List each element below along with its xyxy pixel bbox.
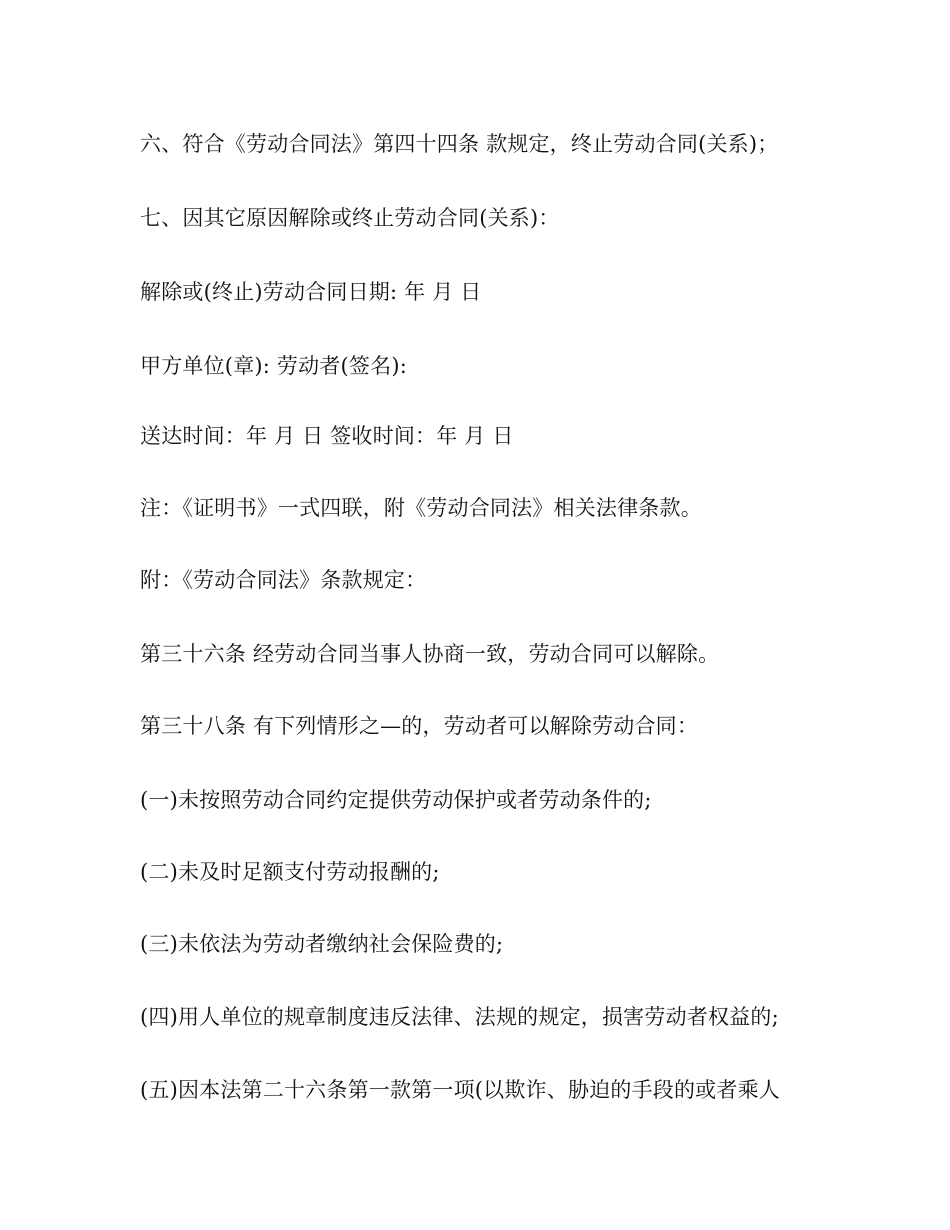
- article-38-line: 第三十八条 有下列情形之—的，劳动者可以解除劳动合同：: [140, 714, 699, 738]
- article-38-item-1: (一)未按照劳动合同约定提供劳动保护或者劳动条件的;: [140, 788, 652, 812]
- signature-line: 甲方单位(章): 劳动者(签名):: [140, 354, 407, 378]
- clause-seven-line: 七、因其它原因解除或终止劳动合同(关系)：: [140, 206, 560, 230]
- delivery-time-line: 送达时间：年 月 日 签收时间：年 月 日: [140, 424, 514, 448]
- note-line: 注：《证明书》一式四联，附《劳动合同法》相关法律条款。: [140, 496, 702, 520]
- appendix-heading: 附：《劳动合同法》条款规定：: [140, 568, 427, 592]
- clause-six-line: 六、符合《劳动合同法》第四十四条 款规定，终止劳动合同(关系)；: [140, 132, 779, 156]
- article-38-item-4: (四)用人单位的规章制度违反法律、法规的规定，损害劳动者权益的;: [140, 1005, 779, 1029]
- termination-date-line: 解除或(终止)劳动合同日期: 年 月 日: [140, 280, 482, 304]
- article-36-line: 第三十六条 经劳动合同当事人协商一致，劳动合同可以解除。: [140, 642, 720, 666]
- article-38-item-2: (二)未及时足额支付劳动报酬的;: [140, 860, 440, 884]
- article-38-item-5: (五)因本法第二十六条第一款第一项(以欺诈、胁迫的手段的或者乘人: [140, 1078, 780, 1102]
- article-38-item-3: (三)未依法为劳动者缴纳社会保险费的;: [140, 932, 504, 956]
